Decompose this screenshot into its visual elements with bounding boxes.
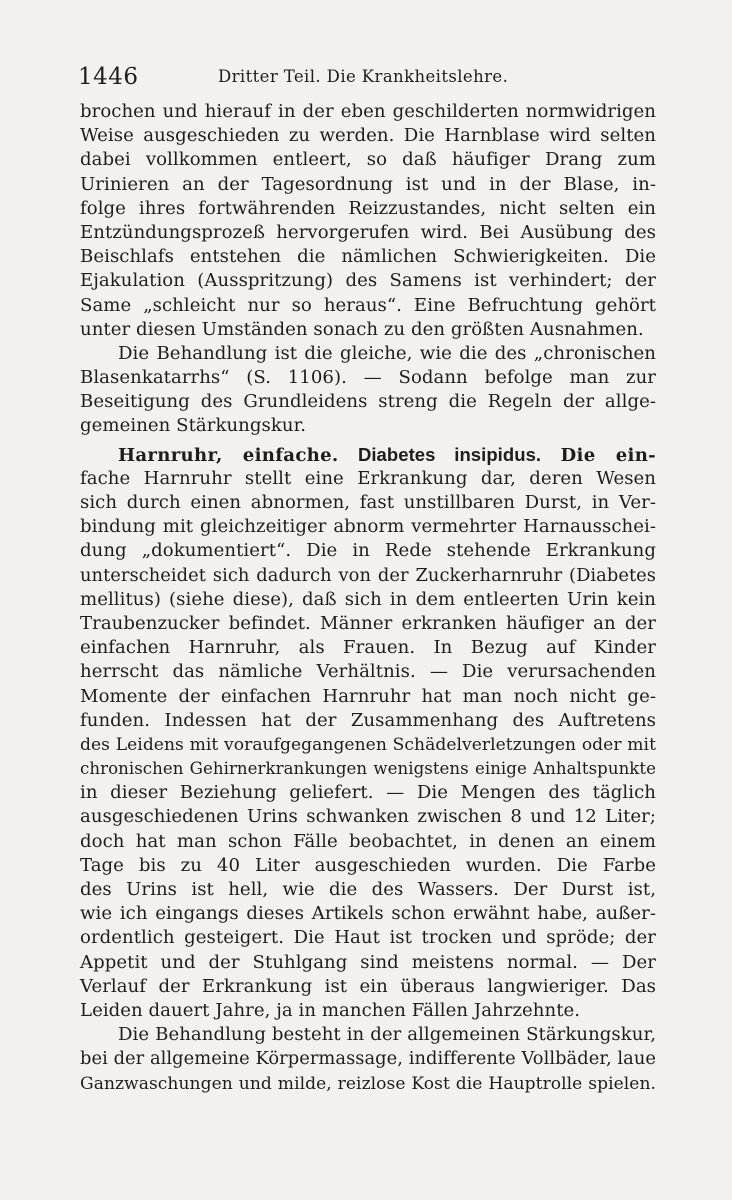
text-line: Same „schleicht nur so heraus“. Eine Befruchtung gehört	[80, 294, 656, 316]
text-line: folge ihres fortwährenden Reizzustandes, nicht selten ein	[80, 197, 656, 219]
text-line: des Leidens mit voraufgegangenen Schädelverletzungen oder mit	[80, 734, 656, 755]
page-number: 1446	[78, 64, 139, 90]
text-line: Verlauf der Erkrankung ist ein überaus langwieriger. Das	[80, 975, 656, 997]
text-line: Ejakulation (Ausspritzung) des Samens ist verhindert; der	[80, 270, 656, 292]
text-line: Beseitigung des Grundleidens streng die Regeln der allge-	[80, 391, 656, 413]
text-line: Entzündungsprozeß hervorgerufen wird. Bei Ausübung des	[80, 221, 656, 243]
text-line: Momente der einfachen Harnruhr hat man noch nicht ge-	[80, 685, 656, 707]
text-line: ordentlich gesteigert. Die Haut ist trocken und spröde; der	[80, 927, 656, 949]
text-line: Traubenzucker befindet. Männer erkranken häufiger an der	[80, 612, 656, 634]
text-line: mellitus) (siehe diese), daß sich in dem entleerten Urin kein	[80, 588, 656, 610]
text-line: sich durch einen abnormen, fast unstillbaren Durst, in Ver-	[80, 492, 656, 513]
text-line: Weise ausgeschieden zu werden. Die Harnblase wird selten	[80, 125, 656, 147]
text-line: unter diesen Umständen sonach zu den größten Ausnahmen.	[80, 318, 644, 340]
text-line: in dieser Beziehung geliefert. — Die Mengen des täglich	[80, 782, 656, 804]
text-line: fache Harnruhr stellt eine Erkrankung dar, deren Wesen	[80, 467, 656, 489]
heading-line-rest: Die ein-	[560, 444, 656, 466]
text-line: Tage bis zu 40 Liter ausgeschieden wurden. Die Farbe	[80, 854, 656, 876]
text-line: doch hat man schon Fälle beobachtet, in denen an einem	[80, 830, 656, 852]
text-line: bei der allgemeine Körpermassage, indifferente Vollbäder, laue	[80, 1048, 656, 1070]
paragraph-continuation	[80, 100, 656, 342]
body-text	[80, 100, 656, 1096]
text-line: gemeinen Stärkungskur.	[80, 415, 307, 437]
paragraph-treatment-2	[80, 1023, 656, 1096]
text-line: bindung mit gleichzeitiger abnorm vermehrter Harnausschei-	[80, 516, 656, 538]
text-line: dung „dokumentiert“. Die in Rede stehende Erkrankung	[80, 540, 656, 562]
text-line: des Urins ist hell, wie die des Wassers. Der Durst ist,	[80, 879, 656, 900]
text-line: funden. Indessen hat der Zusammenhang des Auftretens	[80, 709, 656, 731]
latin-term: Diabetes insipidus.	[357, 443, 542, 465]
text-line: chronischen Gehirnerkrankungen wenigstens einige Anhaltspunkte	[80, 759, 656, 779]
text-line: Urinieren an der Tagesordnung ist und in der Blase, in-	[80, 173, 656, 195]
article-harnruhr	[80, 443, 656, 1024]
text-line: Beischlafs entstehen die nämlichen Schwierigkeiten. Die	[80, 246, 656, 268]
text-line: Die Behandlung besteht in der allgemeinen Stärkungskur,	[118, 1024, 656, 1046]
page-header	[78, 58, 658, 92]
text-line: unterscheidet sich dadurch von der Zuckerharnruhr (Diabetes	[80, 564, 656, 586]
paragraph-treatment	[80, 342, 656, 439]
article-heading-line	[80, 443, 656, 467]
text-line: Appetit und der Stuhlgang sind meistens normal. — Der	[80, 951, 656, 973]
text-line: Ganzwaschungen und milde, reizlose Kost die Hauptrolle spielen.	[80, 1073, 656, 1094]
text-line: brochen und hierauf in der eben geschilderten normwidrigen	[80, 101, 656, 122]
text-line: Blasenkatarrhs“ (S. 1106). — Sodann befolge man zur	[80, 367, 656, 389]
text-line: ausgeschiedenen Urins schwanken zwischen 8 und 12 Liter;	[80, 806, 656, 828]
article-heading: Harnruhr, einfache.	[118, 444, 339, 466]
text-line: dabei vollkommen entleert, so daß häufiger Drang zum	[80, 149, 656, 171]
text-line: Leiden dauert Jahre, ja in manchen Fällen Jahrzehnte.	[80, 999, 581, 1021]
text-line: einfachen Harnruhr, als Frauen. In Bezug auf Kinder	[80, 637, 656, 659]
text-line: herrscht das nämliche Verhältnis. — Die verursachenden	[80, 661, 656, 683]
running-head: Dritter Teil. Die Krankheitslehre.	[218, 67, 509, 86]
text-line: Die Behandlung ist die gleiche, wie die des „chronischen	[118, 342, 656, 364]
text-line: wie ich eingangs dieses Artikels schon erwähnt habe, außer-	[80, 903, 656, 925]
